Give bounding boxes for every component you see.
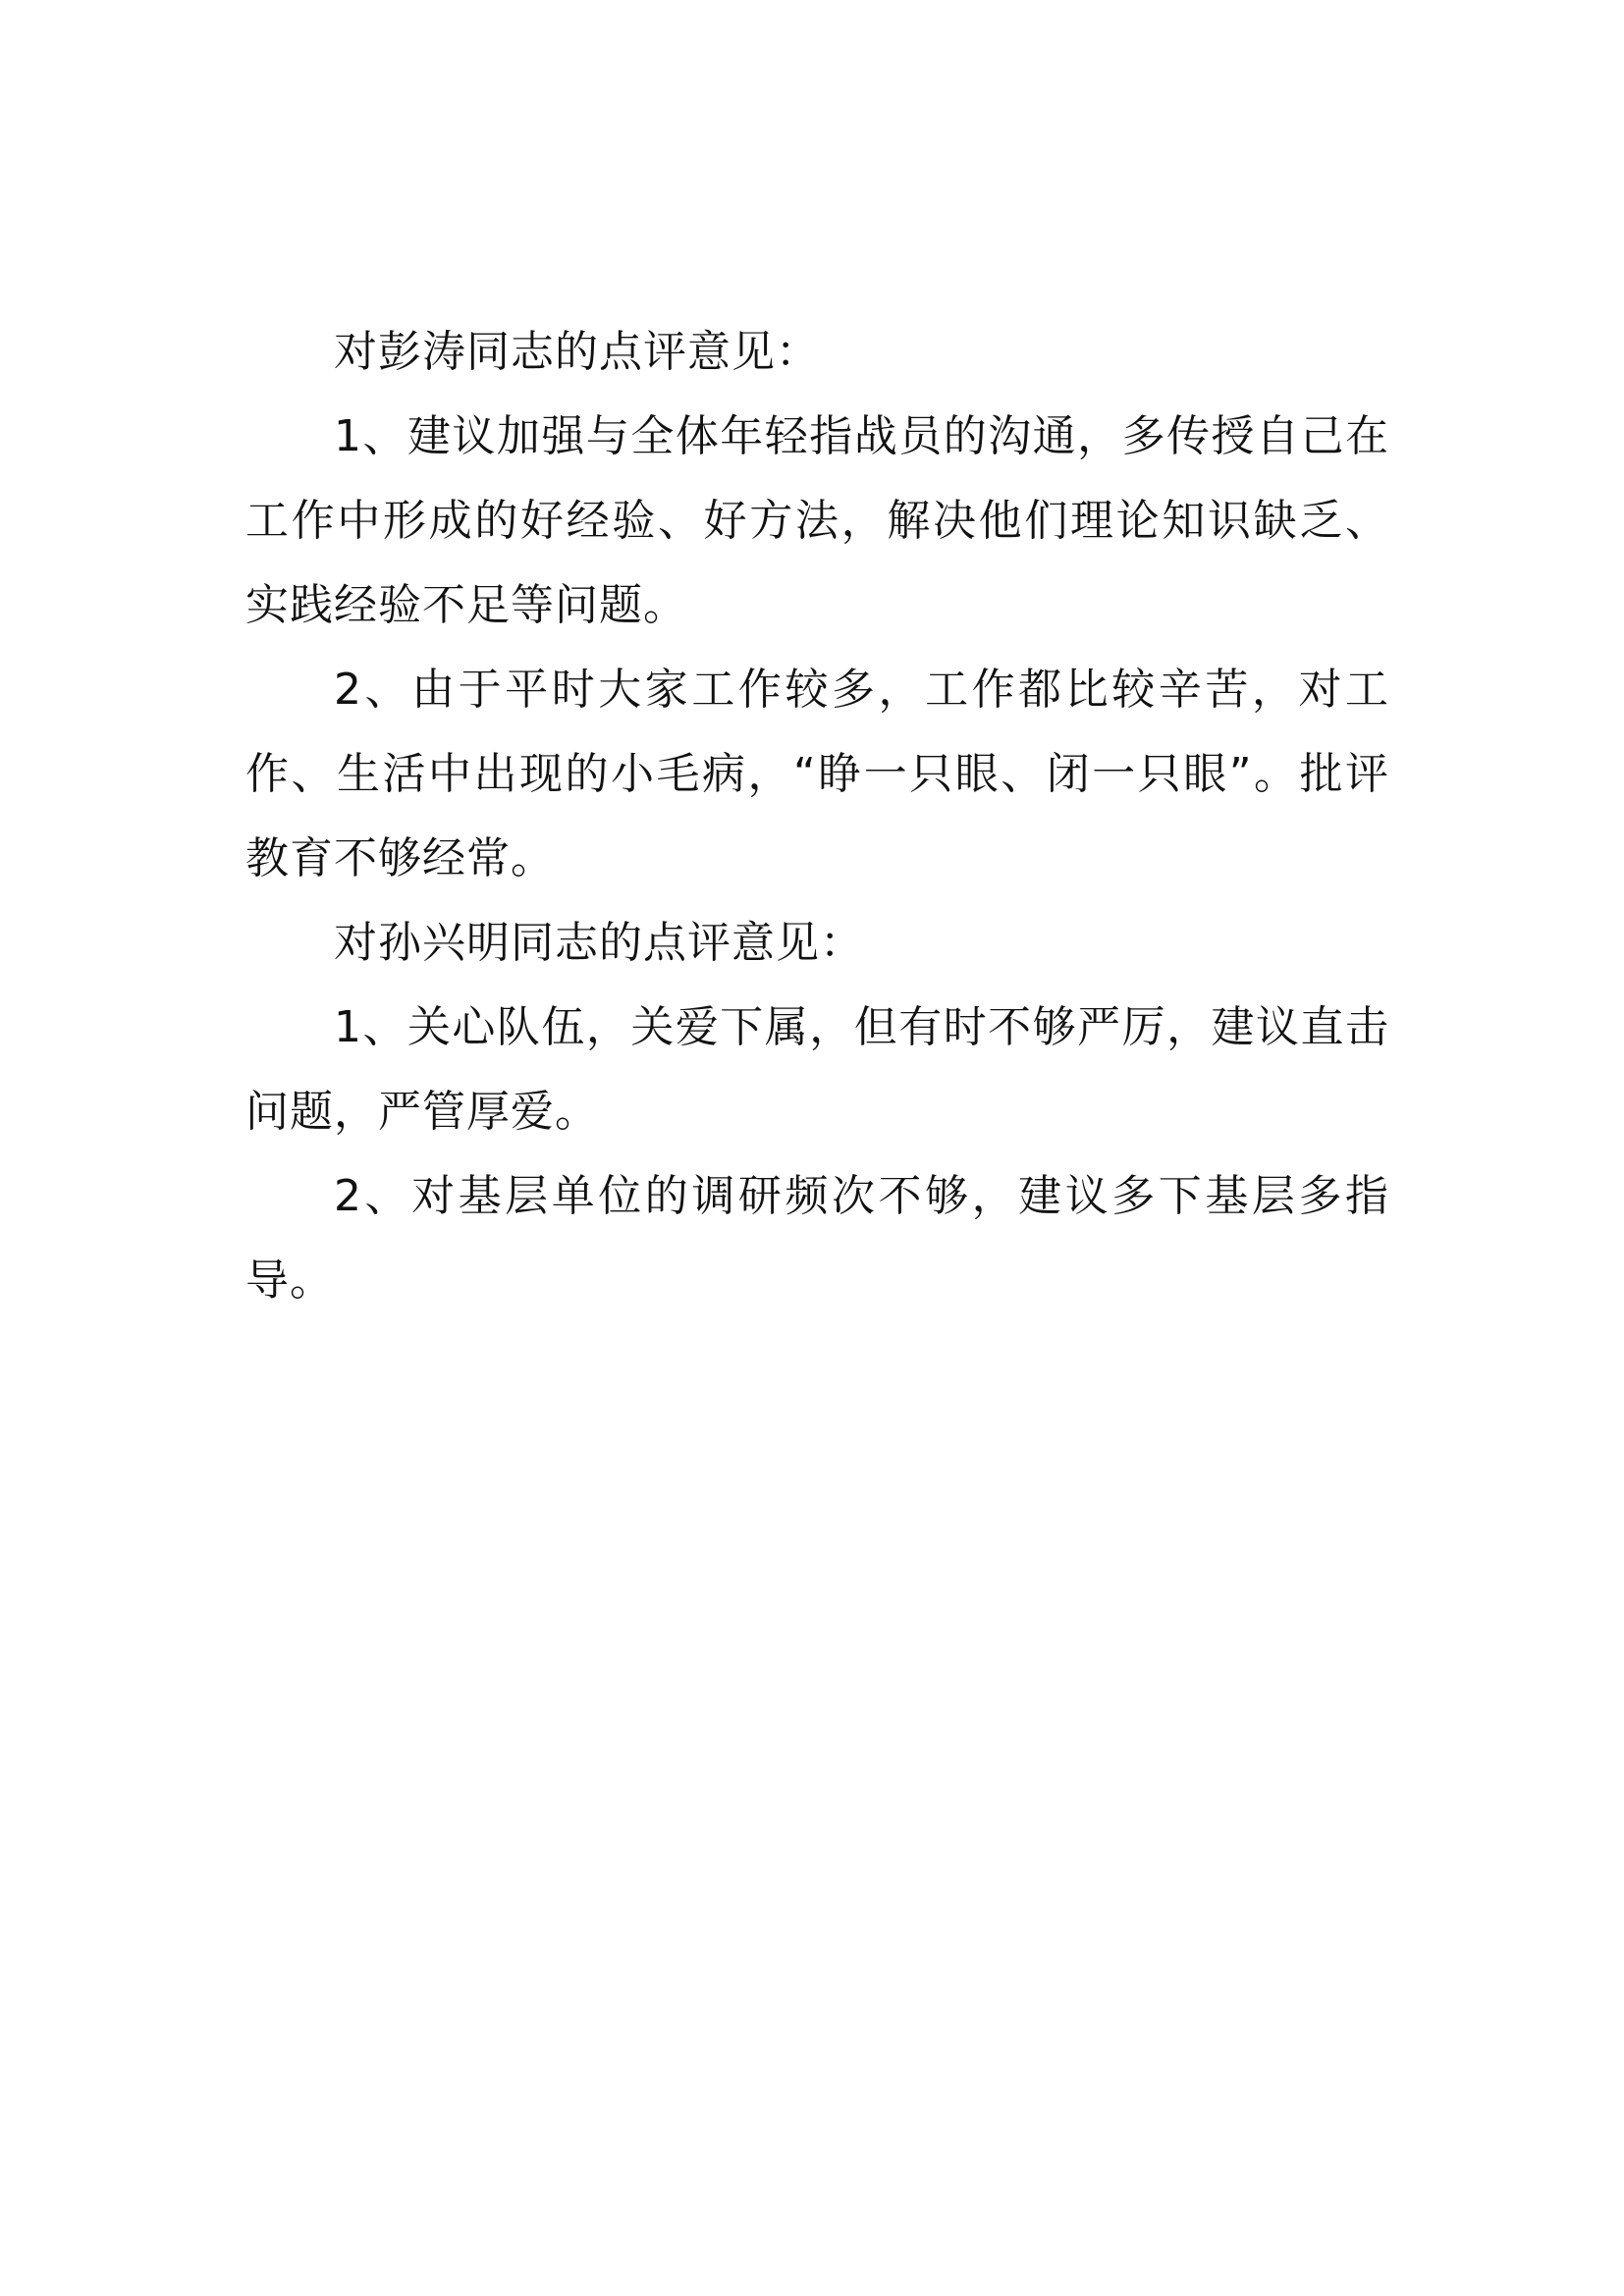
comment-paragraph: 2、对基层单位的调研频次不够，建议多下基层多指导。 [245, 1171, 1389, 1306]
comment-paragraph: 1、建议加强与全体年轻指战员的沟通，多传授自己在工作中形成的好经验、好方法，解决他们理论知识缺乏、实践经验不足等问题。 [245, 411, 1389, 630]
comment-paragraph: 2、由于平时大家工作较多，工作都比较辛苦，对工作、生活中出现的小毛病，“睁一只眼、闭一只眼”。批评教育不够经常。 [245, 665, 1389, 883]
comment-paragraph: 1、关心队伍，关爱下属，但有时不够严厉，建议直击问题，严管厚爱。 [245, 1002, 1389, 1137]
section-heading-sun-xingming: 对孙兴明同志的点评意见： [334, 918, 864, 968]
document-body [245, 310, 1389, 1323]
section-heading-peng-tao: 对彭涛同志的点评意见： [334, 327, 820, 377]
